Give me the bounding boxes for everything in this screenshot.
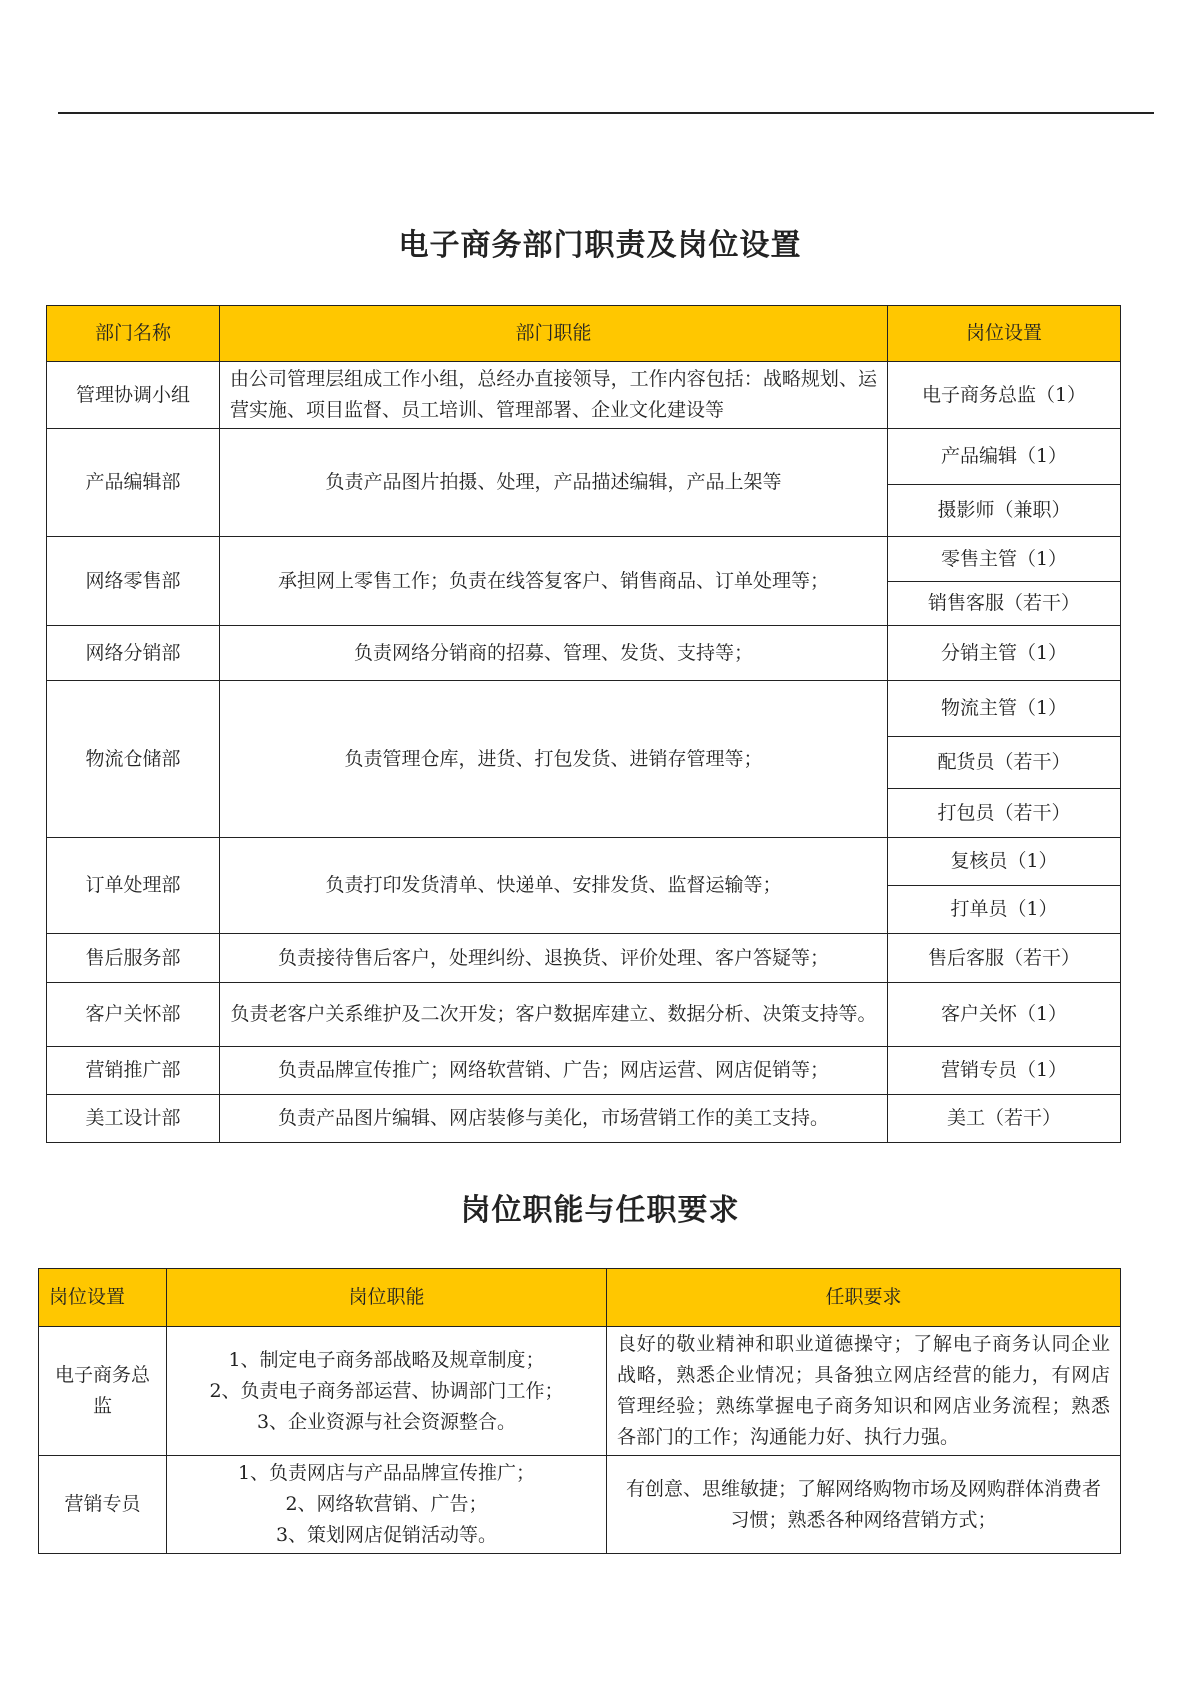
dept-function: 负责产品图片拍摄、处理，产品描述编辑，产品上架等 bbox=[220, 429, 888, 537]
header-dept: 部门名称 bbox=[47, 306, 220, 362]
post: 打包员（若干） bbox=[888, 789, 1121, 838]
post-duties bbox=[167, 1456, 607, 1554]
dept-name: 网络零售部 bbox=[47, 537, 220, 626]
post: 销售客服（若干） bbox=[888, 582, 1121, 626]
header-posts: 岗位设置 bbox=[888, 306, 1121, 362]
dept-name: 客户关怀部 bbox=[47, 983, 220, 1047]
post-requirements: 良好的敬业精神和职业道德操守；了解电子商务认同企业战略，熟悉企业情况；具备独立网店经营的能力，有网店管理经验；熟练掌握电子商务知识和网店业务流程；熟悉各部门的工作；沟通能力好、执行力强。 bbox=[607, 1327, 1121, 1456]
header-post: 岗位设置 bbox=[39, 1269, 167, 1327]
table-row bbox=[47, 1095, 1121, 1143]
dept-name: 美工设计部 bbox=[47, 1095, 220, 1143]
post: 美工（若干） bbox=[888, 1095, 1121, 1143]
post: 售后客服（若干） bbox=[888, 934, 1121, 983]
dept-name: 产品编辑部 bbox=[47, 429, 220, 537]
post: 电子商务总监（1） bbox=[888, 362, 1121, 429]
duty-line: 2、网络软营销、广告； bbox=[285, 1493, 488, 1515]
duty-line: 2、负责电子商务部运营、协调部门工作； bbox=[209, 1379, 564, 1402]
post: 客户关怀（1） bbox=[888, 983, 1121, 1047]
post-requirements-table bbox=[38, 1268, 1121, 1554]
post-name: 电子商务总监 bbox=[39, 1327, 167, 1456]
dept-name: 售后服务部 bbox=[47, 934, 220, 983]
post-name: 营销专员 bbox=[39, 1456, 167, 1554]
table-row bbox=[47, 429, 1121, 485]
dept-function: 由公司管理层组成工作小组，总经办直接领导，工作内容包括：战略规划、运营实施、项目监督、员工培训、管理部署、企业文化建设等 bbox=[220, 362, 888, 429]
table-row bbox=[47, 626, 1121, 681]
header-func: 部门职能 bbox=[220, 306, 888, 362]
header-requirements: 任职要求 bbox=[607, 1269, 1121, 1327]
duty-line: 1、制定电子商务部战略及规章制度； bbox=[228, 1348, 545, 1371]
department-table bbox=[46, 305, 1121, 1143]
duty-line: 3、企业资源与社会资源整合。 bbox=[256, 1410, 517, 1433]
header-rule bbox=[58, 112, 1154, 114]
post: 零售主管（1） bbox=[888, 537, 1121, 582]
post: 分销主管（1） bbox=[888, 626, 1121, 681]
table-row bbox=[47, 537, 1121, 582]
post: 配货员（若干） bbox=[888, 737, 1121, 789]
table-row bbox=[39, 1327, 1121, 1456]
post: 物流主管（1） bbox=[888, 681, 1121, 737]
dept-name: 网络分销部 bbox=[47, 626, 220, 681]
dept-name: 管理协调小组 bbox=[47, 362, 220, 429]
table-row bbox=[47, 838, 1121, 886]
dept-function: 负责品牌宣传推广；网络软营销、广告；网店运营、网店促销等； bbox=[220, 1047, 888, 1095]
dept-name: 营销推广部 bbox=[47, 1047, 220, 1095]
dept-function: 负责接待售后客户，处理纠纷、退换货、评价处理、客户答疑等； bbox=[220, 934, 888, 983]
dept-function: 负责产品图片编辑、网店装修与美化，市场营销工作的美工支持。 bbox=[220, 1095, 888, 1143]
table-row bbox=[47, 362, 1121, 429]
dept-function: 负责打印发货清单、快递单、安排发货、监督运输等； bbox=[220, 838, 888, 934]
dept-name: 物流仓储部 bbox=[47, 681, 220, 838]
dept-function: 负责网络分销商的招募、管理、发货、支持等； bbox=[220, 626, 888, 681]
post: 产品编辑（1） bbox=[888, 429, 1121, 485]
dept-function: 承担网上零售工作；负责在线答复客户、销售商品、订单处理等； bbox=[220, 537, 888, 626]
table-header-row bbox=[39, 1269, 1121, 1327]
table-row bbox=[47, 1047, 1121, 1095]
header-duties: 岗位职能 bbox=[167, 1269, 607, 1327]
dept-function: 负责管理仓库，进货、打包发货、进销存管理等； bbox=[220, 681, 888, 838]
table-row bbox=[39, 1456, 1121, 1554]
dept-function: 负责老客户关系维护及二次开发；客户数据库建立、数据分析、决策支持等。 bbox=[220, 983, 888, 1047]
section-title: 岗位职能与任职要求 bbox=[460, 1193, 740, 1228]
post: 摄影师（兼职） bbox=[888, 485, 1121, 537]
post: 营销专员（1） bbox=[888, 1047, 1121, 1095]
post-requirements: 有创意、思维敏捷；了解网络购物市场及网购群体消费者习惯；熟悉各种网络营销方式； bbox=[607, 1456, 1121, 1554]
page-title: 电子商务部门职责及岗位设置 bbox=[398, 228, 802, 263]
table-row bbox=[47, 681, 1121, 737]
duty-line: 3、策划网店促销活动等。 bbox=[275, 1524, 498, 1546]
table-row bbox=[47, 934, 1121, 983]
post: 复核员（1） bbox=[888, 838, 1121, 886]
dept-name: 订单处理部 bbox=[47, 838, 220, 934]
post-duties bbox=[167, 1327, 607, 1456]
post: 打单员（1） bbox=[888, 886, 1121, 934]
table-header-row bbox=[47, 306, 1121, 362]
table-row bbox=[47, 983, 1121, 1047]
duty-line: 1、负责网店与产品品牌宣传推广； bbox=[237, 1462, 536, 1484]
